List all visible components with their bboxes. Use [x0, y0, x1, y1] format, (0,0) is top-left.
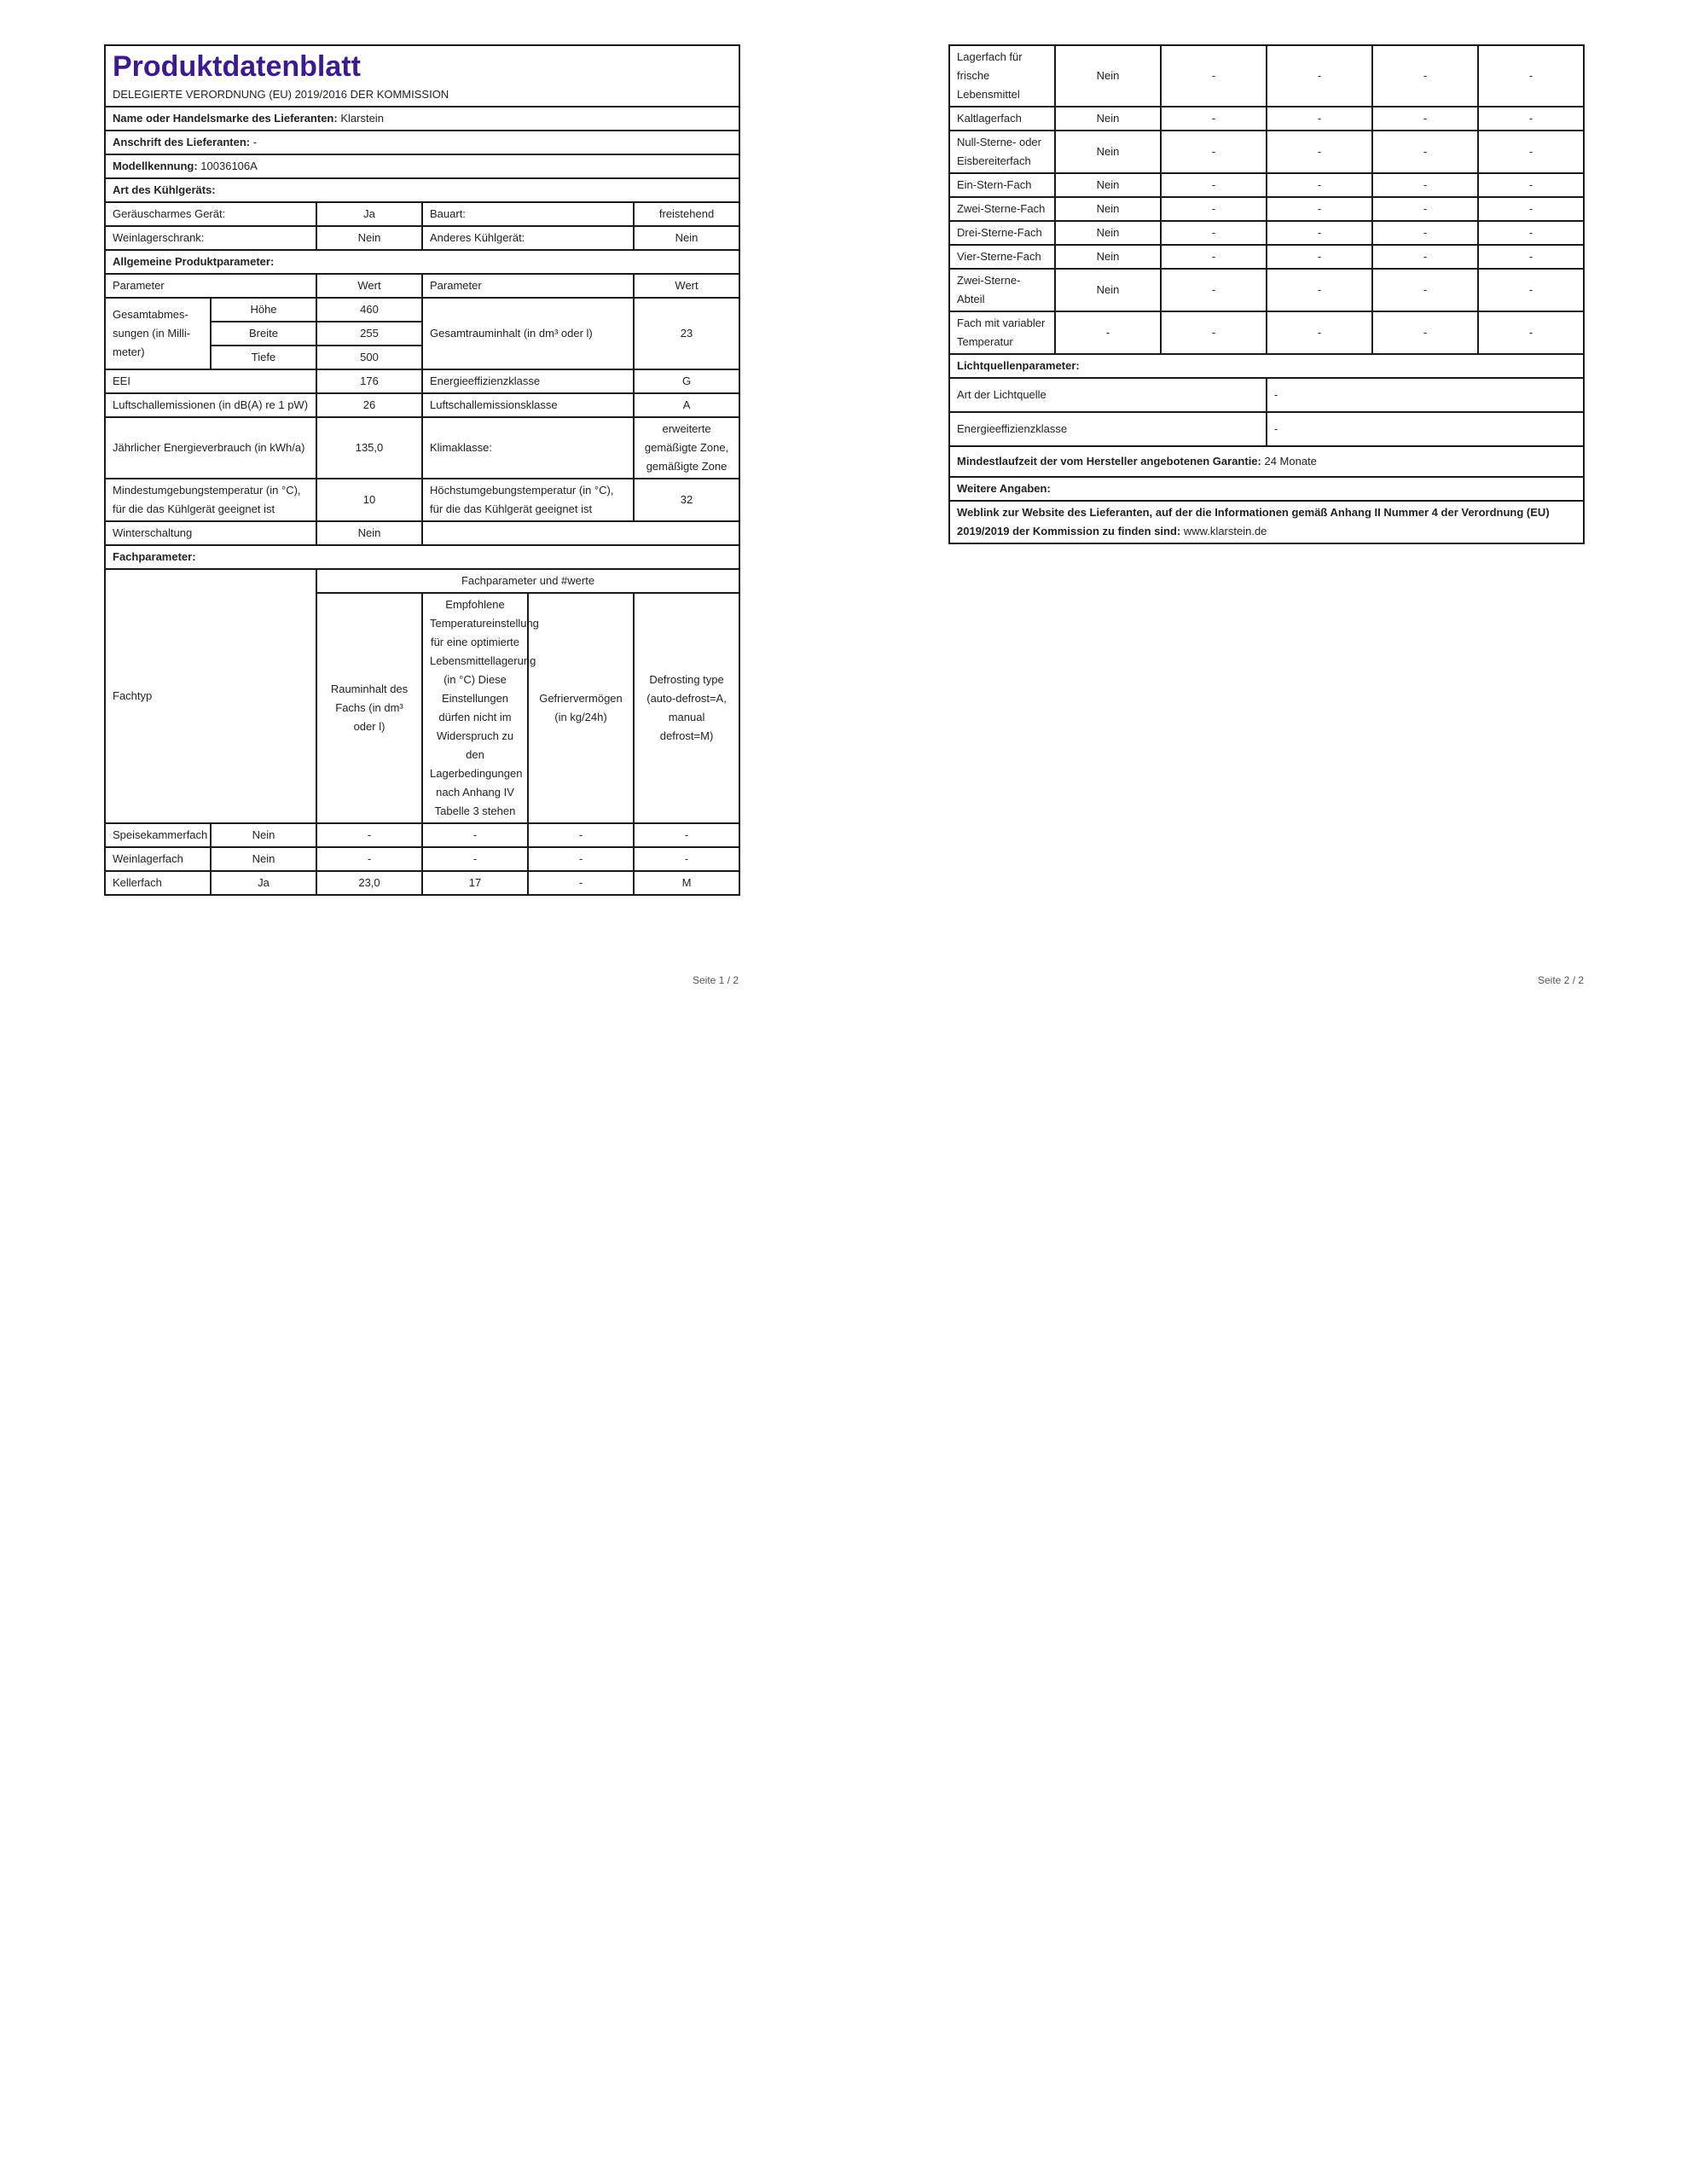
weblink-label: Weblink zur Website des Lieferanten, auf der die Informationen gemäß Anhang II Nummer 4 der Verordnung (EU) 2019/2019 der Kommission zu finden sind: [957, 506, 1550, 537]
param-value: Nein [316, 521, 422, 545]
compartment-name: Kaltlagerfach [949, 107, 1055, 131]
compartment-params-heading: Fachparameter: [105, 545, 739, 569]
general-params-heading: Allgemeine Produktparameter: [105, 250, 739, 274]
compartment-row [949, 197, 1584, 221]
compartment-group-header: Fachparameter und #werte [316, 569, 739, 593]
param-label: Luftschallemissionen (in dB(A) re 1 pW) [105, 393, 316, 417]
model-value: 10036106A [200, 160, 258, 172]
compartment-temperature: - [422, 823, 528, 847]
compartment-temperature: - [1267, 131, 1372, 173]
dimension-value: 460 [316, 298, 422, 322]
supplier-value: Klarstein [340, 112, 384, 125]
param-value: 10 [316, 479, 422, 521]
compartment-freezing: - [1372, 221, 1478, 245]
general-param-row [105, 393, 739, 417]
compartment-temperature: - [1267, 311, 1372, 354]
compartment-temperature: - [1267, 221, 1372, 245]
compartment-present: Nein [1055, 221, 1161, 245]
compartment-volume: - [1161, 311, 1267, 354]
compartment-present: Nein [1055, 45, 1161, 107]
type-value: freistehend [634, 202, 739, 226]
param-value: erweiterte gemäßigte Zone, gemäßigte Zone [634, 417, 739, 479]
type-label: Bauart: [422, 202, 634, 226]
type-value: Nein [634, 226, 739, 250]
param-header-row [105, 274, 739, 298]
compartment-freezing: - [1372, 269, 1478, 311]
weblink-value[interactable]: www.klarstein.de [1183, 525, 1267, 537]
compartment-name: Ein-Stern-Fach [949, 173, 1055, 197]
compartment-row [949, 45, 1584, 107]
light-source-label: Energieeffizienzklasse [949, 412, 1267, 446]
compartment-volume: - [1161, 131, 1267, 173]
compartment-row [105, 847, 739, 871]
compartment-volume: - [316, 847, 422, 871]
compartment-type-header: Fachtyp [105, 569, 316, 823]
compartment-present: Nein [1055, 131, 1161, 173]
page-number: Seite 1 / 2 [693, 974, 739, 986]
compartment-row [949, 311, 1584, 354]
param-label: Energieeffizienzklasse [422, 369, 634, 393]
compartment-temperature: - [1267, 245, 1372, 269]
compartment-row [949, 131, 1584, 173]
compartment-defrost: - [1478, 45, 1584, 107]
model-row [105, 154, 739, 178]
type-label: Geräuscharmes Gerät: [105, 202, 316, 226]
page-title: Produktdatenblatt [113, 50, 361, 83]
compartment-temperature: - [1267, 173, 1372, 197]
compartment-name: Vier-Sterne-Fach [949, 245, 1055, 269]
supplier-row [105, 107, 739, 131]
compartment-freezing: - [1372, 197, 1478, 221]
compartment-present: Nein [211, 847, 316, 871]
compartment-defrost: - [1478, 245, 1584, 269]
volume-column-header: Rauminhalt des Fachs (in dm³ oder l) [316, 593, 422, 823]
compartment-present: Nein [1055, 107, 1161, 131]
supplier-label: Name oder Handelsmarke des Lieferanten: [113, 112, 338, 125]
dimension-name: Tiefe [211, 346, 316, 369]
type-row [105, 202, 739, 226]
general-param-row [105, 479, 739, 521]
param-value: G [634, 369, 739, 393]
volume-label: Gesamtrauminhalt (in dm³ oder l) [422, 298, 634, 369]
page-1 [104, 44, 739, 896]
compartment-defrost: - [634, 823, 739, 847]
product-datasheet-table [104, 44, 740, 896]
appliance-type-heading: Art des Kühlgeräts: [105, 178, 739, 202]
compartment-volume: - [1161, 197, 1267, 221]
light-source-value: - [1267, 378, 1584, 412]
light-source-value: - [1267, 412, 1584, 446]
type-label: Anderes Kühlgerät: [422, 226, 634, 250]
volume-value: 23 [634, 298, 739, 369]
compartment-present: Nein [1055, 173, 1161, 197]
compartment-freezing: - [1372, 107, 1478, 131]
compartment-freezing: - [528, 847, 634, 871]
compartment-name: Speisekammerfach [105, 823, 211, 847]
type-value: Nein [316, 226, 422, 250]
compartment-defrost: - [1478, 131, 1584, 173]
compartment-present: Nein [211, 823, 316, 847]
address-row [105, 131, 739, 154]
page-number: Seite 2 / 2 [1538, 974, 1585, 986]
compartment-name: Weinlagerfach [105, 847, 211, 871]
compartment-volume: - [1161, 107, 1267, 131]
light-source-row [949, 412, 1584, 446]
compartment-temperature: - [1267, 197, 1372, 221]
dimensions-label: Gesamtabmes-sungen (in Milli-meter) [105, 298, 211, 369]
dimension-value: 255 [316, 322, 422, 346]
compartment-temperature: 17 [422, 871, 528, 895]
compartment-present: Nein [1055, 269, 1161, 311]
compartment-freezing: - [1372, 45, 1478, 107]
address-label: Anschrift des Lieferanten: [113, 136, 251, 148]
compartment-volume: 23,0 [316, 871, 422, 895]
general-param-row [105, 417, 739, 479]
compartment-row [949, 269, 1584, 311]
compartment-defrost: - [1478, 221, 1584, 245]
compartment-name: Drei-Sterne-Fach [949, 221, 1055, 245]
compartment-temperature: - [422, 847, 528, 871]
warranty-row [949, 446, 1584, 477]
compartment-temperature: - [1267, 45, 1372, 107]
compartment-freezing: - [1372, 311, 1478, 354]
light-source-row [949, 378, 1584, 412]
compartment-present: Nein [1055, 245, 1161, 269]
regulation-subtitle: DELEGIERTE VERORDNUNG (EU) 2019/2016 DER KOMMISSION [113, 88, 449, 101]
compartment-volume: - [1161, 245, 1267, 269]
param-label: Mindestumgebungstemperatur (in °C), für die das Kühlgerät geeignet ist [105, 479, 316, 521]
compartment-volume: - [1161, 221, 1267, 245]
compartment-volume: - [1161, 173, 1267, 197]
type-row [105, 226, 739, 250]
param-label: Winterschaltung [105, 521, 316, 545]
compartment-temperature: - [1267, 107, 1372, 131]
compartment-row [949, 221, 1584, 245]
value-header: Wert [634, 274, 739, 298]
compartment-present: Ja [211, 871, 316, 895]
compartment-volume: - [1161, 269, 1267, 311]
compartment-continuation-table [948, 44, 1585, 544]
general-param-row [105, 369, 739, 393]
further-info-heading: Weitere Angaben: [949, 477, 1584, 501]
compartment-defrost: - [634, 847, 739, 871]
dimension-name: Höhe [211, 298, 316, 322]
param-label: Jährlicher Energieverbrauch (in kWh/a) [105, 417, 316, 479]
model-label: Modellkennung: [113, 160, 198, 172]
compartment-row [105, 823, 739, 847]
type-value: Ja [316, 202, 422, 226]
compartment-freezing: - [1372, 131, 1478, 173]
param-value: 26 [316, 393, 422, 417]
compartment-volume: - [1161, 45, 1267, 107]
dimension-row [105, 298, 739, 322]
value-header: Wert [316, 274, 422, 298]
compartment-defrost: - [1478, 197, 1584, 221]
warranty-label: Mindestlaufzeit der vom Hersteller angebotenen Garantie: [957, 455, 1261, 468]
param-label: Luftschallemissionsklasse [422, 393, 634, 417]
compartment-freezing: - [1372, 173, 1478, 197]
param-label: Klimaklasse: [422, 417, 634, 479]
compartment-defrost: M [634, 871, 739, 895]
type-label: Weinlagerschrank: [105, 226, 316, 250]
compartment-freezing: - [1372, 245, 1478, 269]
compartment-group-header-row [105, 569, 739, 593]
compartment-freezing: - [528, 871, 634, 895]
param-value: A [634, 393, 739, 417]
compartment-name: Zwei-Sterne-Fach [949, 197, 1055, 221]
compartment-name: Zwei-Sterne-Abteil [949, 269, 1055, 311]
compartment-row [949, 107, 1584, 131]
compartment-freezing: - [528, 823, 634, 847]
warranty-value: 24 Monate [1264, 455, 1317, 468]
title-cell [105, 45, 739, 107]
param-value: 135,0 [316, 417, 422, 479]
compartment-row [949, 245, 1584, 269]
compartment-name: Null-Sterne- oder Eisbereiterfach [949, 131, 1055, 173]
compartment-defrost: - [1478, 107, 1584, 131]
dimension-name: Breite [211, 322, 316, 346]
general-param-row [105, 521, 739, 545]
compartment-name: Lagerfach für frische Lebensmittel [949, 45, 1055, 107]
address-value: - [252, 136, 258, 148]
dimension-value: 500 [316, 346, 422, 369]
compartment-present: - [1055, 311, 1161, 354]
light-source-label: Art der Lichtquelle [949, 378, 1267, 412]
compartment-defrost: - [1478, 311, 1584, 354]
temperature-column-header: Empfohlene Temperatureinstellung für eine optimierte Lebensmittellagerung (in °C) Diese Einstellungen dürfen nicht im Widerspruch zu den Lagerbedingungen nach Anhang IV Tabelle 3 stehen [422, 593, 528, 823]
param-label: Höchstumgebungstemperatur (in °C), für die das Kühlgerät geeignet ist [422, 479, 634, 521]
compartment-temperature: - [1267, 269, 1372, 311]
param-header: Parameter [422, 274, 634, 298]
compartment-present: Nein [1055, 197, 1161, 221]
param-header: Parameter [105, 274, 316, 298]
empty-cell [422, 521, 739, 545]
light-source-heading: Lichtquellenparameter: [949, 354, 1584, 378]
page-2 [948, 44, 1583, 544]
compartment-row [949, 173, 1584, 197]
compartment-row [105, 871, 739, 895]
param-value: 176 [316, 369, 422, 393]
param-value: 32 [634, 479, 739, 521]
defrost-column-header: Defrosting type (auto-defrost=A, manual defrost=M) [634, 593, 739, 823]
compartment-name: Fach mit variabler Temperatur [949, 311, 1055, 354]
param-label: EEI [105, 369, 316, 393]
freezing-column-header: Gefriervermögen (in kg/24h) [528, 593, 634, 823]
compartment-defrost: - [1478, 173, 1584, 197]
compartment-name: Kellerfach [105, 871, 211, 895]
compartment-volume: - [316, 823, 422, 847]
weblink-row [949, 501, 1584, 543]
compartment-defrost: - [1478, 269, 1584, 311]
